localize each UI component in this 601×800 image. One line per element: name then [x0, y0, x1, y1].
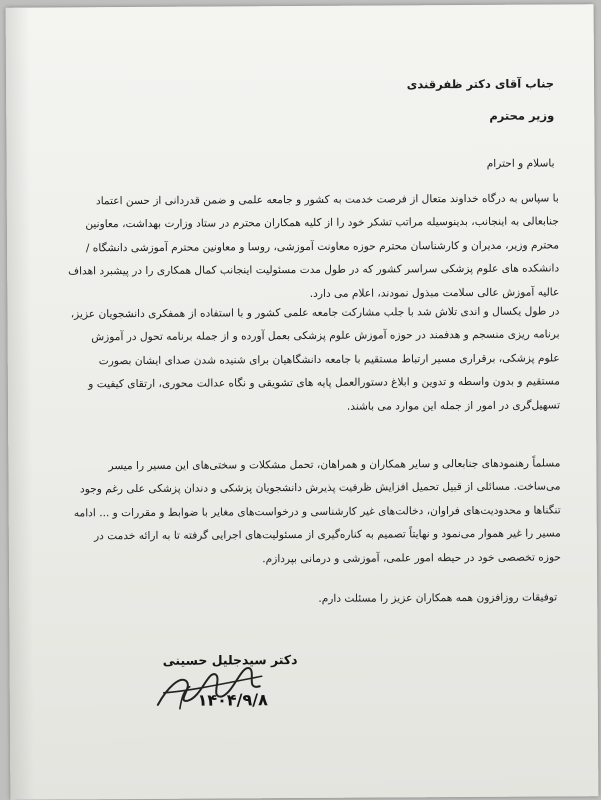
paragraph-line: دانشکده های علوم پزشکی سراسر کشور که در طول مدت مسئولیت اینجانب کمال همکاری را در پیشبرد اهداف [68, 262, 560, 278]
paragraph-thanks [39, 187, 560, 307]
paragraph-line: جنابعالی به اینجانب، بدینوسیله مراتب تشکر خود را از کلیه همکاران محترم در ستاد وزارت بهداشت، معاونین [85, 215, 559, 231]
paragraph-line: مسلماً رهنمودهای جنابعالی و سایر همکاران و همراهان، تحمل مشکلات و سختی‌های این مسیر را میسر [108, 457, 561, 473]
paragraph-line: محترم وزیر، مدیران و کارشناسان محترم حوزه معاونت آموزشی، روسا و معاونین محترم آموزشی دانشگاه / [85, 239, 560, 255]
closing-line: توفیقات روزافزون همه همکاران عزیز را مسئلت دارم. [318, 591, 558, 605]
paragraph-line: عالیه آموزش عالی سلامت مبذول نمودند، اعلام می دارد. [309, 286, 560, 300]
signer-name: دکتر سیدجلیل حسینی [162, 652, 298, 668]
paragraph-line: تسهیل‌گری در امور از جمله این موارد می باشند. [346, 399, 561, 413]
paragraph-line: حوزه تخصصی خود در حیطه امور علمی، آموزشی و درمانی بپردازم. [262, 551, 561, 565]
paragraph-line: با سپاس به درگاه خداوند متعال از فرصت خدمت به کشور و جامعه علمی و ضمن قدردانی از حسن اعتماد [95, 192, 559, 208]
greeting: باسلام و احترام [486, 157, 555, 170]
paragraph-achievements [39, 300, 560, 420]
paragraph-line: مسیر را غیر هموار می‌نمود و نهایتاً تصمیم به کناره‌گیری از مسئولیت‌های اجرایی گرفته تا به ارائه خدمت در [94, 527, 561, 543]
paragraph-line: می‌ساخت. مسائلی از قبیل تحمیل افزایش ظرفیت پذیرش دانشجویان پزشکی و دندان پزشکی علی رغم وجود [79, 480, 561, 496]
paragraph-resignation [40, 452, 561, 572]
signature-date: ۱۴۰۴/۹/۸ [197, 690, 268, 710]
recipient-title: وزیر محترم [489, 108, 555, 123]
letter-page [6, 4, 599, 800]
paragraph-line: تنگناها و محدودیت‌های فراوان، دخالت‌های غیر کارشناسی و درخواست‌های مغایر با ضوابط و مقررات و ... ادامه [73, 504, 561, 520]
paragraph-line: برنامه ریزی منسجم و هدفمند در حوزه آموزش علوم پزشکی بعمل آورده و از جمله برنامه تحول در آموزش [91, 328, 560, 344]
paragraph-line: علوم پزشکی، برقراری مسیر ارتباط مستقیم با جامعه دانشگاهیان برای شنیده شدن صدای ایشان بصورت [98, 352, 560, 368]
paragraph-line: در طول یکسال و اندی تلاش شد با جلب مشارکت جامعه علمی کشور و با استفاده از همفکری دانشجویان عزیز، [70, 305, 560, 321]
paragraph-line: مستقیم و بدون واسطه و تدوین و ابلاغ دستورالعمل پایه های تشویقی و نگاه عدالت محوری، ارتقای کیفیت و [88, 375, 560, 391]
recipient-line: جناب آقای دکتر ظفرقندی [406, 76, 555, 92]
